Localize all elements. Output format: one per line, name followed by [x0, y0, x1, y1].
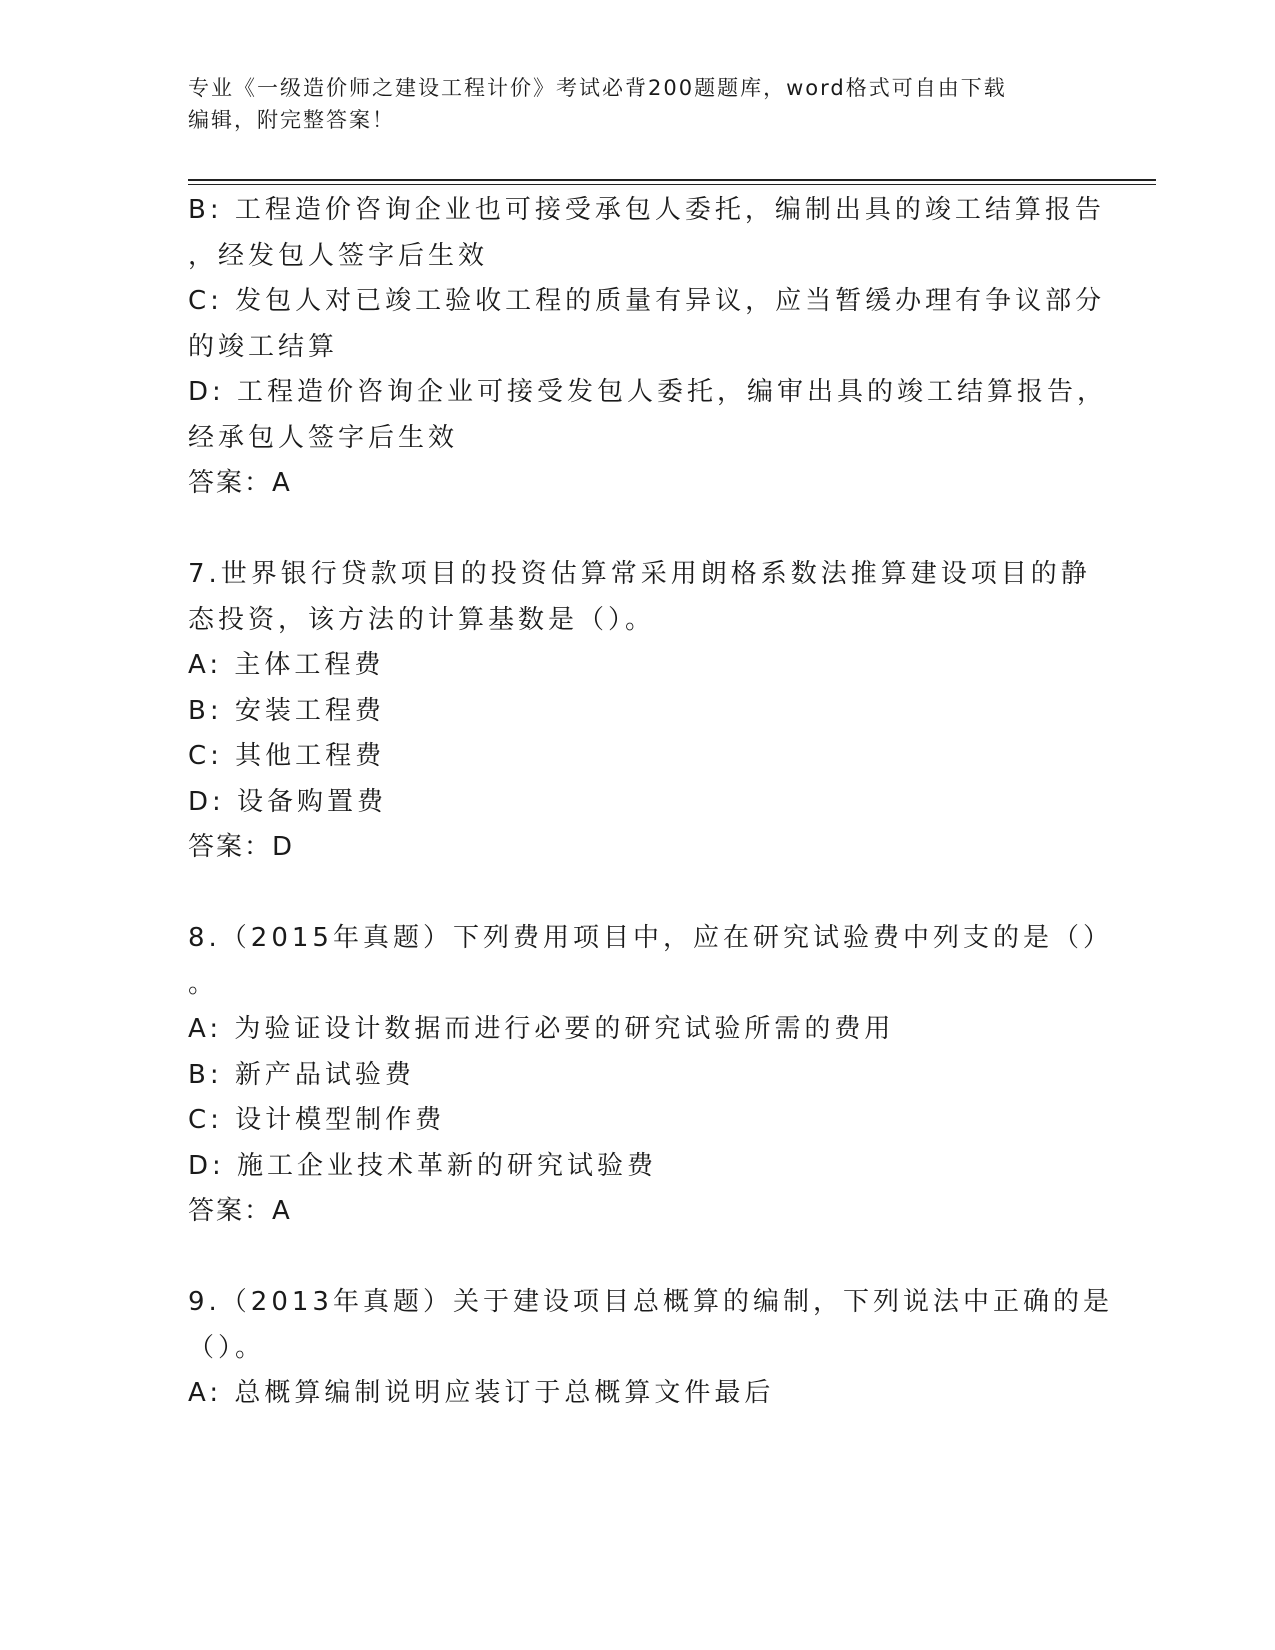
- header-title-line-1: 专业《一级造价师之建设工程计价》考试必背200题题库，word格式可自由下载: [188, 76, 1007, 100]
- question-7-block: [188, 552, 1091, 871]
- q7-answer: 答案：D: [188, 832, 295, 862]
- q8-answer: 答案：A: [188, 1196, 292, 1226]
- question-9-block: [188, 1280, 1113, 1417]
- q6-answer: 答案：A: [188, 468, 292, 498]
- document-header: [188, 72, 1068, 136]
- q6-option-d-line-2: 经承包人签字后生效: [188, 422, 459, 453]
- q6-option-d-line-1: D: 工程造价咨询企业可接受发包人委托，编审出具的竣工结算报告，: [188, 377, 1108, 407]
- spacer: [188, 507, 1078, 553]
- q8-option-a: A: 为验证设计数据而进行必要的研究试验所需的费用: [188, 1014, 895, 1044]
- q6-option-c-line-1: C: 发包人对已竣工验收工程的质量有异议，应当暂缓办理有争议部分: [188, 286, 1106, 316]
- q6-option-c-line-2: 的竣工结算: [188, 331, 339, 362]
- q7-option-a: A: 主体工程费: [188, 650, 385, 680]
- q7-question-line-1: 7.世界银行贷款项目的投资估算常采用朗格系数法推算建设项目的静: [188, 559, 1091, 589]
- q6-option-b-line-2: ，经发包人签字后生效: [188, 240, 489, 271]
- spacer: [188, 1235, 1078, 1281]
- q9-question-line-1: 9.（2013年真题）关于建设项目总概算的编制，下列说法中正确的是: [188, 1287, 1113, 1317]
- q8-option-d: D: 施工企业技术革新的研究试验费: [188, 1150, 658, 1181]
- q8-option-b: B: 新产品试验费: [188, 1059, 415, 1090]
- header-divider-thin: [188, 184, 1156, 185]
- q9-question-line-2: （）。: [188, 1332, 266, 1363]
- header-title-line-2: 编辑，附完整答案！: [188, 108, 395, 132]
- header-divider-thick: [188, 179, 1156, 181]
- question-8-block: [188, 916, 1113, 1235]
- q7-option-c: C: 其他工程费: [188, 741, 386, 771]
- q7-option-b: B: 安装工程费: [188, 695, 385, 726]
- q7-question-line-2: 态投资，该方法的计算基数是（）。: [188, 604, 656, 635]
- q9-option-a: A: 总概算编制说明应装订于总概算文件最后: [188, 1378, 775, 1408]
- q8-question-line-2: 。: [188, 968, 219, 999]
- document-body: [188, 188, 1113, 1417]
- q6-option-b-line-1: B: 工程造价咨询企业也可接受承包人委托，编制出具的竣工结算报告: [188, 195, 1105, 225]
- question-6-block: [188, 188, 1108, 507]
- spacer: [188, 871, 1078, 917]
- q8-option-c: C: 设计模型制作费: [188, 1105, 446, 1135]
- q7-option-d: D: 设备购置费: [188, 786, 388, 817]
- q8-question-line-1: 8.（2015年真题）下列费用项目中，应在研究试验费中列支的是（）: [188, 923, 1113, 953]
